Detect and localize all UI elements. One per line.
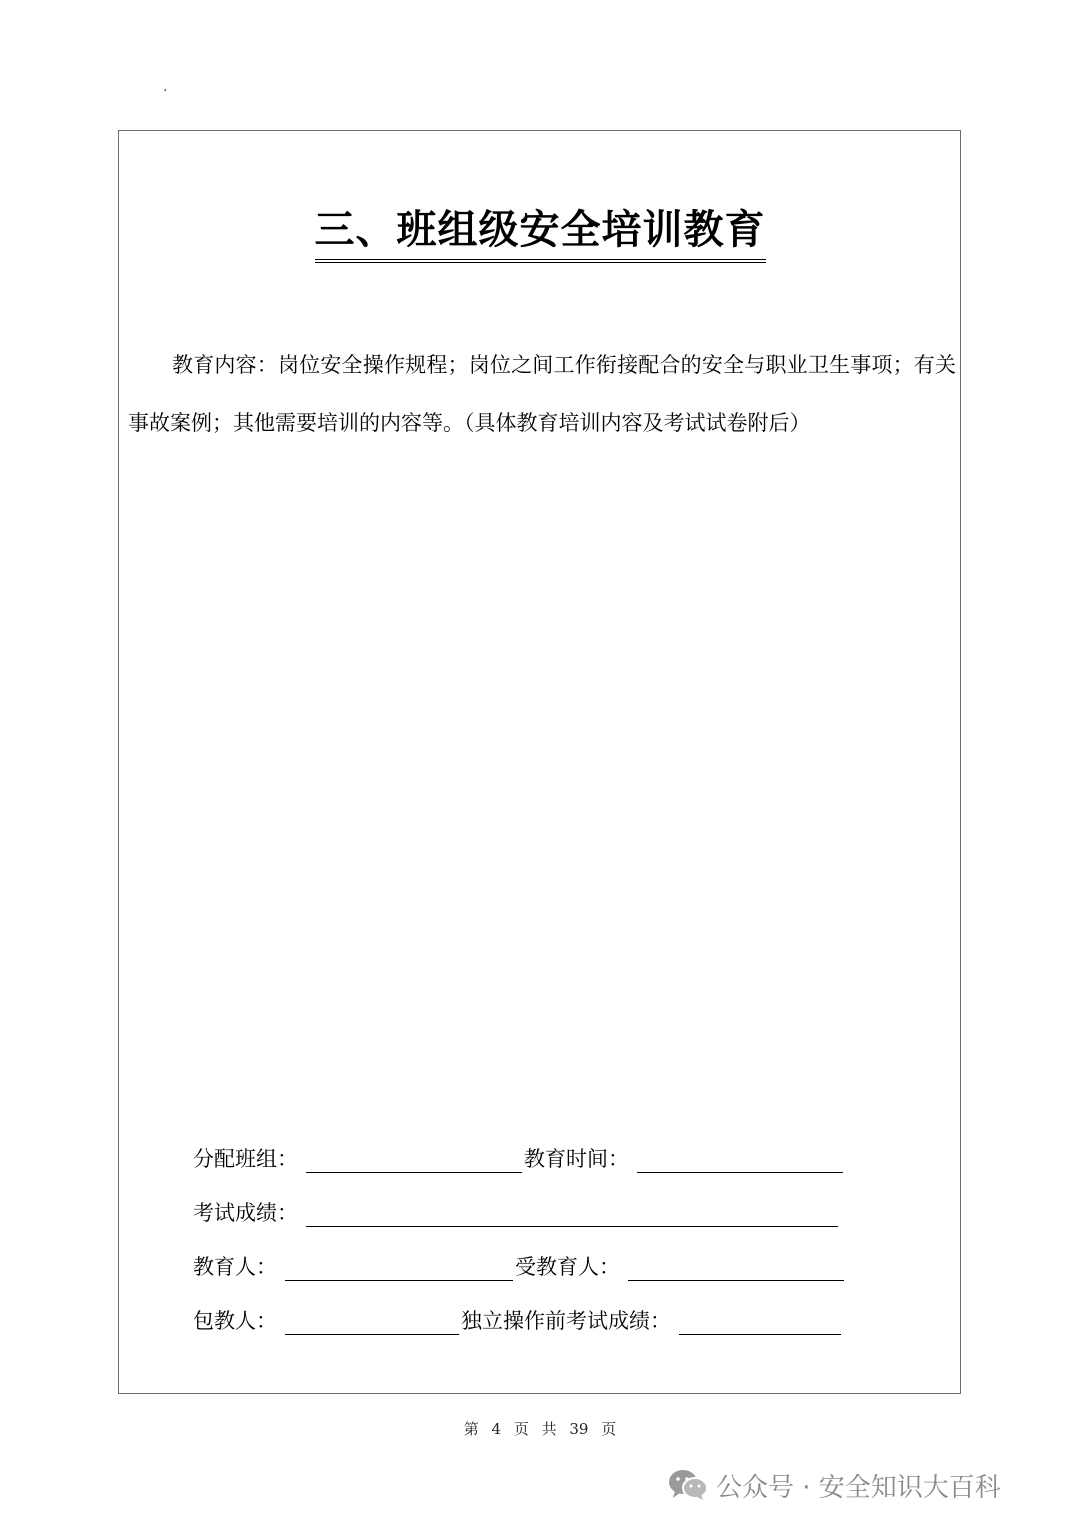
- page-title: 三、班组级安全培训教育: [315, 205, 766, 263]
- mentor-label: 包教人：: [193, 1309, 277, 1333]
- corner-mark: ·: [163, 83, 168, 99]
- pre-op-score-blank: [679, 1310, 841, 1335]
- watermark-text: 公众号 · 安全知识大百科: [716, 1472, 1001, 1503]
- score-label: 考试成绩：: [193, 1201, 298, 1225]
- field-row-score: [193, 1196, 838, 1228]
- field-row-team: [193, 1142, 843, 1174]
- educator-blank: [285, 1256, 513, 1281]
- team-label: 分配班组：: [193, 1147, 298, 1171]
- page-footer: 第 4 页 共 39 页: [463, 1420, 617, 1438]
- title-container: [0, 205, 1080, 263]
- trainee-label: 受教育人：: [515, 1255, 620, 1279]
- score-blank: [306, 1202, 838, 1227]
- team-blank: [306, 1148, 522, 1173]
- educator-label: 教育人：: [193, 1255, 277, 1279]
- mentor-blank: [285, 1310, 459, 1335]
- wechat-icon: [668, 1468, 708, 1502]
- trainee-blank: [628, 1256, 844, 1281]
- field-row-mentor: [193, 1304, 841, 1336]
- time-label: 教育时间：: [524, 1147, 629, 1171]
- pre-op-score-label: 独立操作前考试成绩：: [461, 1309, 671, 1333]
- field-row-educator: [193, 1250, 844, 1282]
- watermark: [668, 1465, 1001, 1505]
- content-paragraph: 教育内容：岗位安全操作规程；岗位之间工作衔接配合的安全与职业卫生事项；有关事故案例；其他需要培训的内容等。（具体教育培训内容及考试试卷附后）: [128, 353, 956, 435]
- time-blank: [637, 1148, 843, 1173]
